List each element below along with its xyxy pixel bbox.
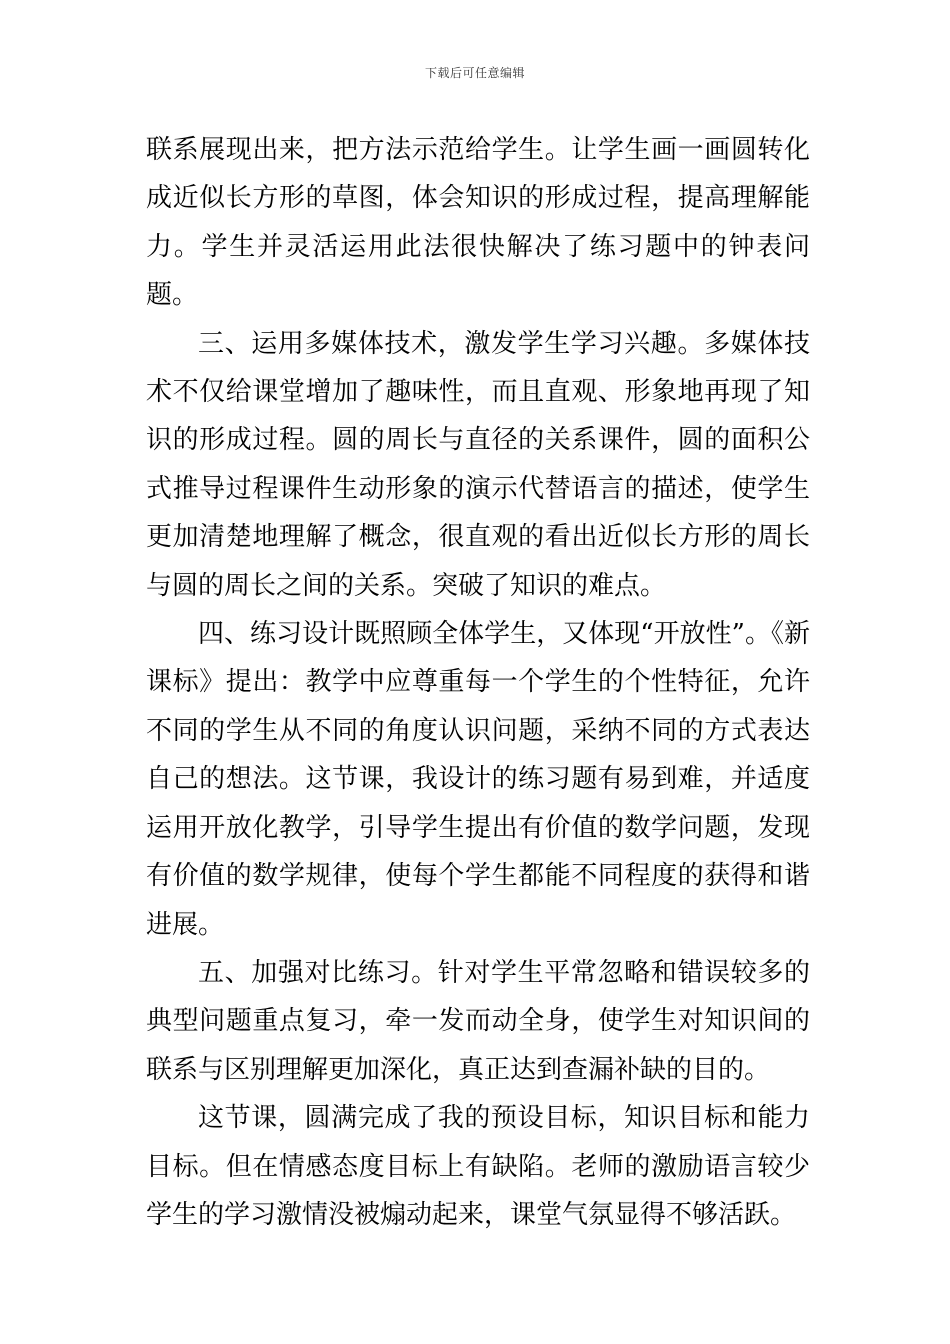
paragraph-4: 五、加强对比练习。针对学生平常忽略和错误较多的典型问题重点复习，牵一发而动全身，使学生对知识间的联系与区别理解更加深化，真正达到查漏补缺的目的。 [146, 957, 810, 1085]
paragraph-5: 这节课，圆满完成了我的预设目标，知识目标和能力目标。但在情感态度目标上有缺陷。老师的激励语言较少学生的学习激情没被煽动起来，课堂气氛显得不够活跃。 [146, 1103, 810, 1230]
paragraph-2: 三、运用多媒体技术，激发学生学习兴趣。多媒体技术不仅给课堂增加了趣味性，而且直观、形象地再现了知识的形成过程。圆的周长与直径的关系课件，圆的面积公式推导过程课件生动形象的演示代替语言的描述，使学生更加清楚地理解了概念，很直观的看出近似长方形的周长与圆的周长之间的关系。突破了知识的难点。 [146, 328, 810, 601]
document-body [146, 126, 810, 1239]
page-header: 下载后可任意编辑 [424, 66, 525, 80]
paragraph-1: 联系展现出来，把方法示范给学生。让学生画一画圆转化成近似长方形的草图，体会知识的形成过程，提高理解能力。学生并灵活运用此法很快解决了练习题中的钟表问题。 [146, 135, 810, 311]
paragraph-3: 四、练习设计既照顾全体学生，又体现“开放性”。《新课标》提出：教学中应尊重每一个学生的个性特征，允许不同的学生从不同的角度认识问题，采纳不同的方式表达自己的想法。这节课，我设计的练习题有易到难，并适度运用开放化教学，引导学生提出有价值的数学问题，发现有价值的数学规律，使每个学生都能不同程度的获得和谐进展。 [146, 619, 810, 940]
